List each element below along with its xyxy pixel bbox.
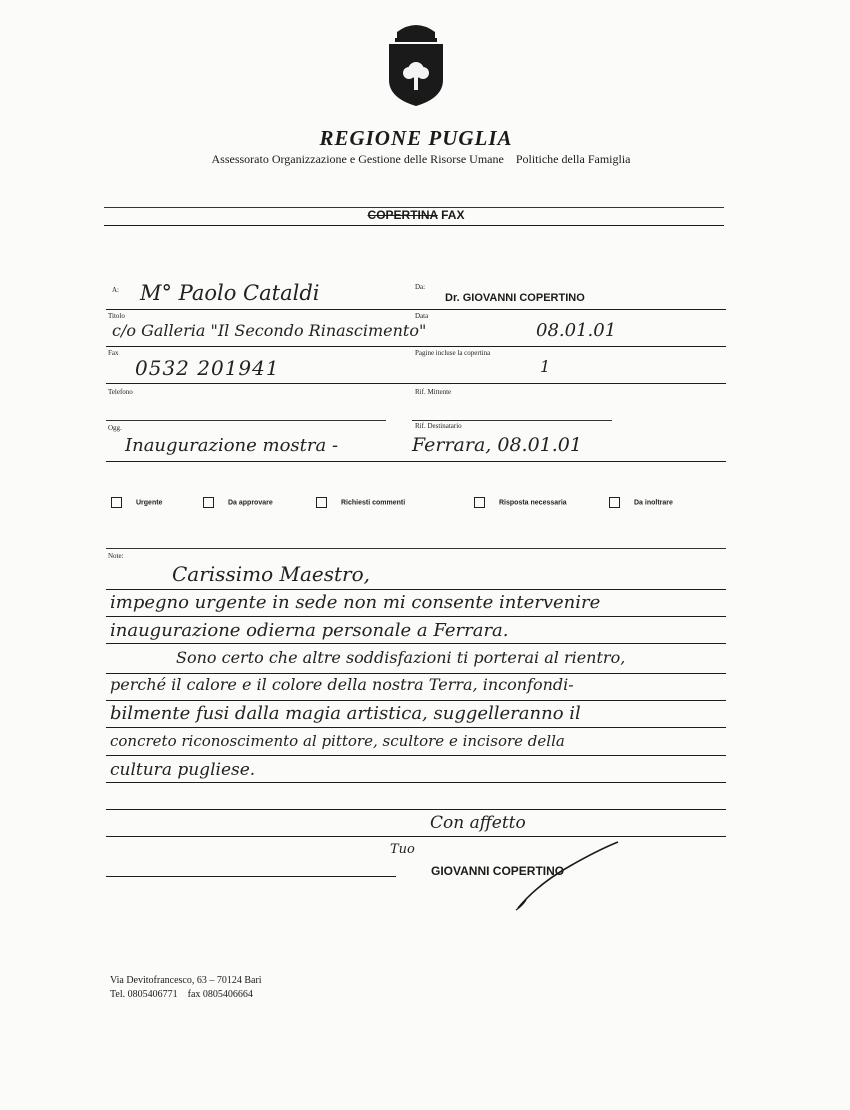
ogg-value: Inaugurazione mostra - [125,435,339,456]
footer-fax: fax 0805406664 [187,989,253,1000]
regione-puglia-emblem-icon [383,18,449,108]
checkbox-da-inoltrare[interactable]: Da inoltrare [609,497,673,508]
checkbox-urgente[interactable]: Urgente [111,497,162,508]
closing-tuo: Tuo [390,842,415,857]
footer-address: Via Devitofrancesco, 63 – 70124 Bari [110,975,262,986]
note-line-7: concreto riconoscimento al pittore, scultore e incisore della [110,732,565,750]
rif-destinatario-value: Ferrara, 08.01.01 [412,434,582,456]
telefono-label: Telefono [108,388,133,396]
note-line-6: bilmente fusi dalla magia artistica, suggelleranno il [110,703,581,724]
rif-destinatario-label: Rif. Destinatario [415,422,462,430]
checkbox-da-approvare[interactable]: Da approvare [203,497,273,508]
checkbox-box[interactable] [111,497,122,508]
signature-mark [508,836,628,914]
to-prefix: A: [112,286,119,294]
checkbox-box[interactable] [316,497,327,508]
checkbox-box[interactable] [474,497,485,508]
data-value: 08.01.01 [536,320,617,341]
fax-title [0,208,832,222]
note-line-3: inaugurazione odierna personale a Ferrara. [110,620,509,641]
footer-contacts [110,989,253,1000]
titolo-value: c/o Galleria "Il Secondo Rinascimento" [112,321,427,340]
fax-title-text: FAX [441,208,465,222]
fax-label: Fax [108,349,119,357]
checkbox-box[interactable] [203,497,214,508]
footer-tel: Tel. 0805406771 [110,989,178,1000]
region-title: REGIONE PUGLIA [319,126,513,150]
checkbox-box[interactable] [609,497,620,508]
from-value: Dr. GIOVANNI COPERTINO [445,292,585,304]
note-line-2: impegno urgente in sede non mi consente intervenire [110,592,601,613]
pagine-label: Pagine incluse la copertina [415,349,491,357]
signer-name: GIOVANNI COPERTINO [431,864,565,878]
fax-value: 0532 201941 [135,356,280,380]
checkbox-richiesti-commenti[interactable]: Richiesti commenti [316,497,405,508]
data-label: Data [415,312,429,320]
closing-greeting: Con affetto [430,813,526,833]
note-line-8: cultura pugliese. [110,760,256,780]
pagine-value: 1 [540,357,551,376]
note-line-4: Sono certo che altre soddisfazioni ti porterai al rientro, [176,648,626,667]
department-subtitle: Assessorato Organizzazione e Gestione delle Risorse Umane Politiche della Famiglia [211,152,631,166]
note-line-5: perché il calore e il colore della nostra Terra, inconfondi- [110,675,574,694]
ogg-label: Ogg. [108,424,122,432]
note-line-1: Carissimo Maestro, [172,562,370,586]
titolo-label: Titolo [108,312,125,320]
fax-title-struck: COPERTINA [367,208,438,222]
to-value: M° Paolo Cataldi [140,281,320,305]
from-label: Da: [415,283,426,291]
checkbox-risposta-necessaria[interactable]: Risposta necessaria [474,497,567,508]
rif-mittente-label: Rif. Mittente [415,388,452,396]
note-label: Note: [108,552,124,560]
